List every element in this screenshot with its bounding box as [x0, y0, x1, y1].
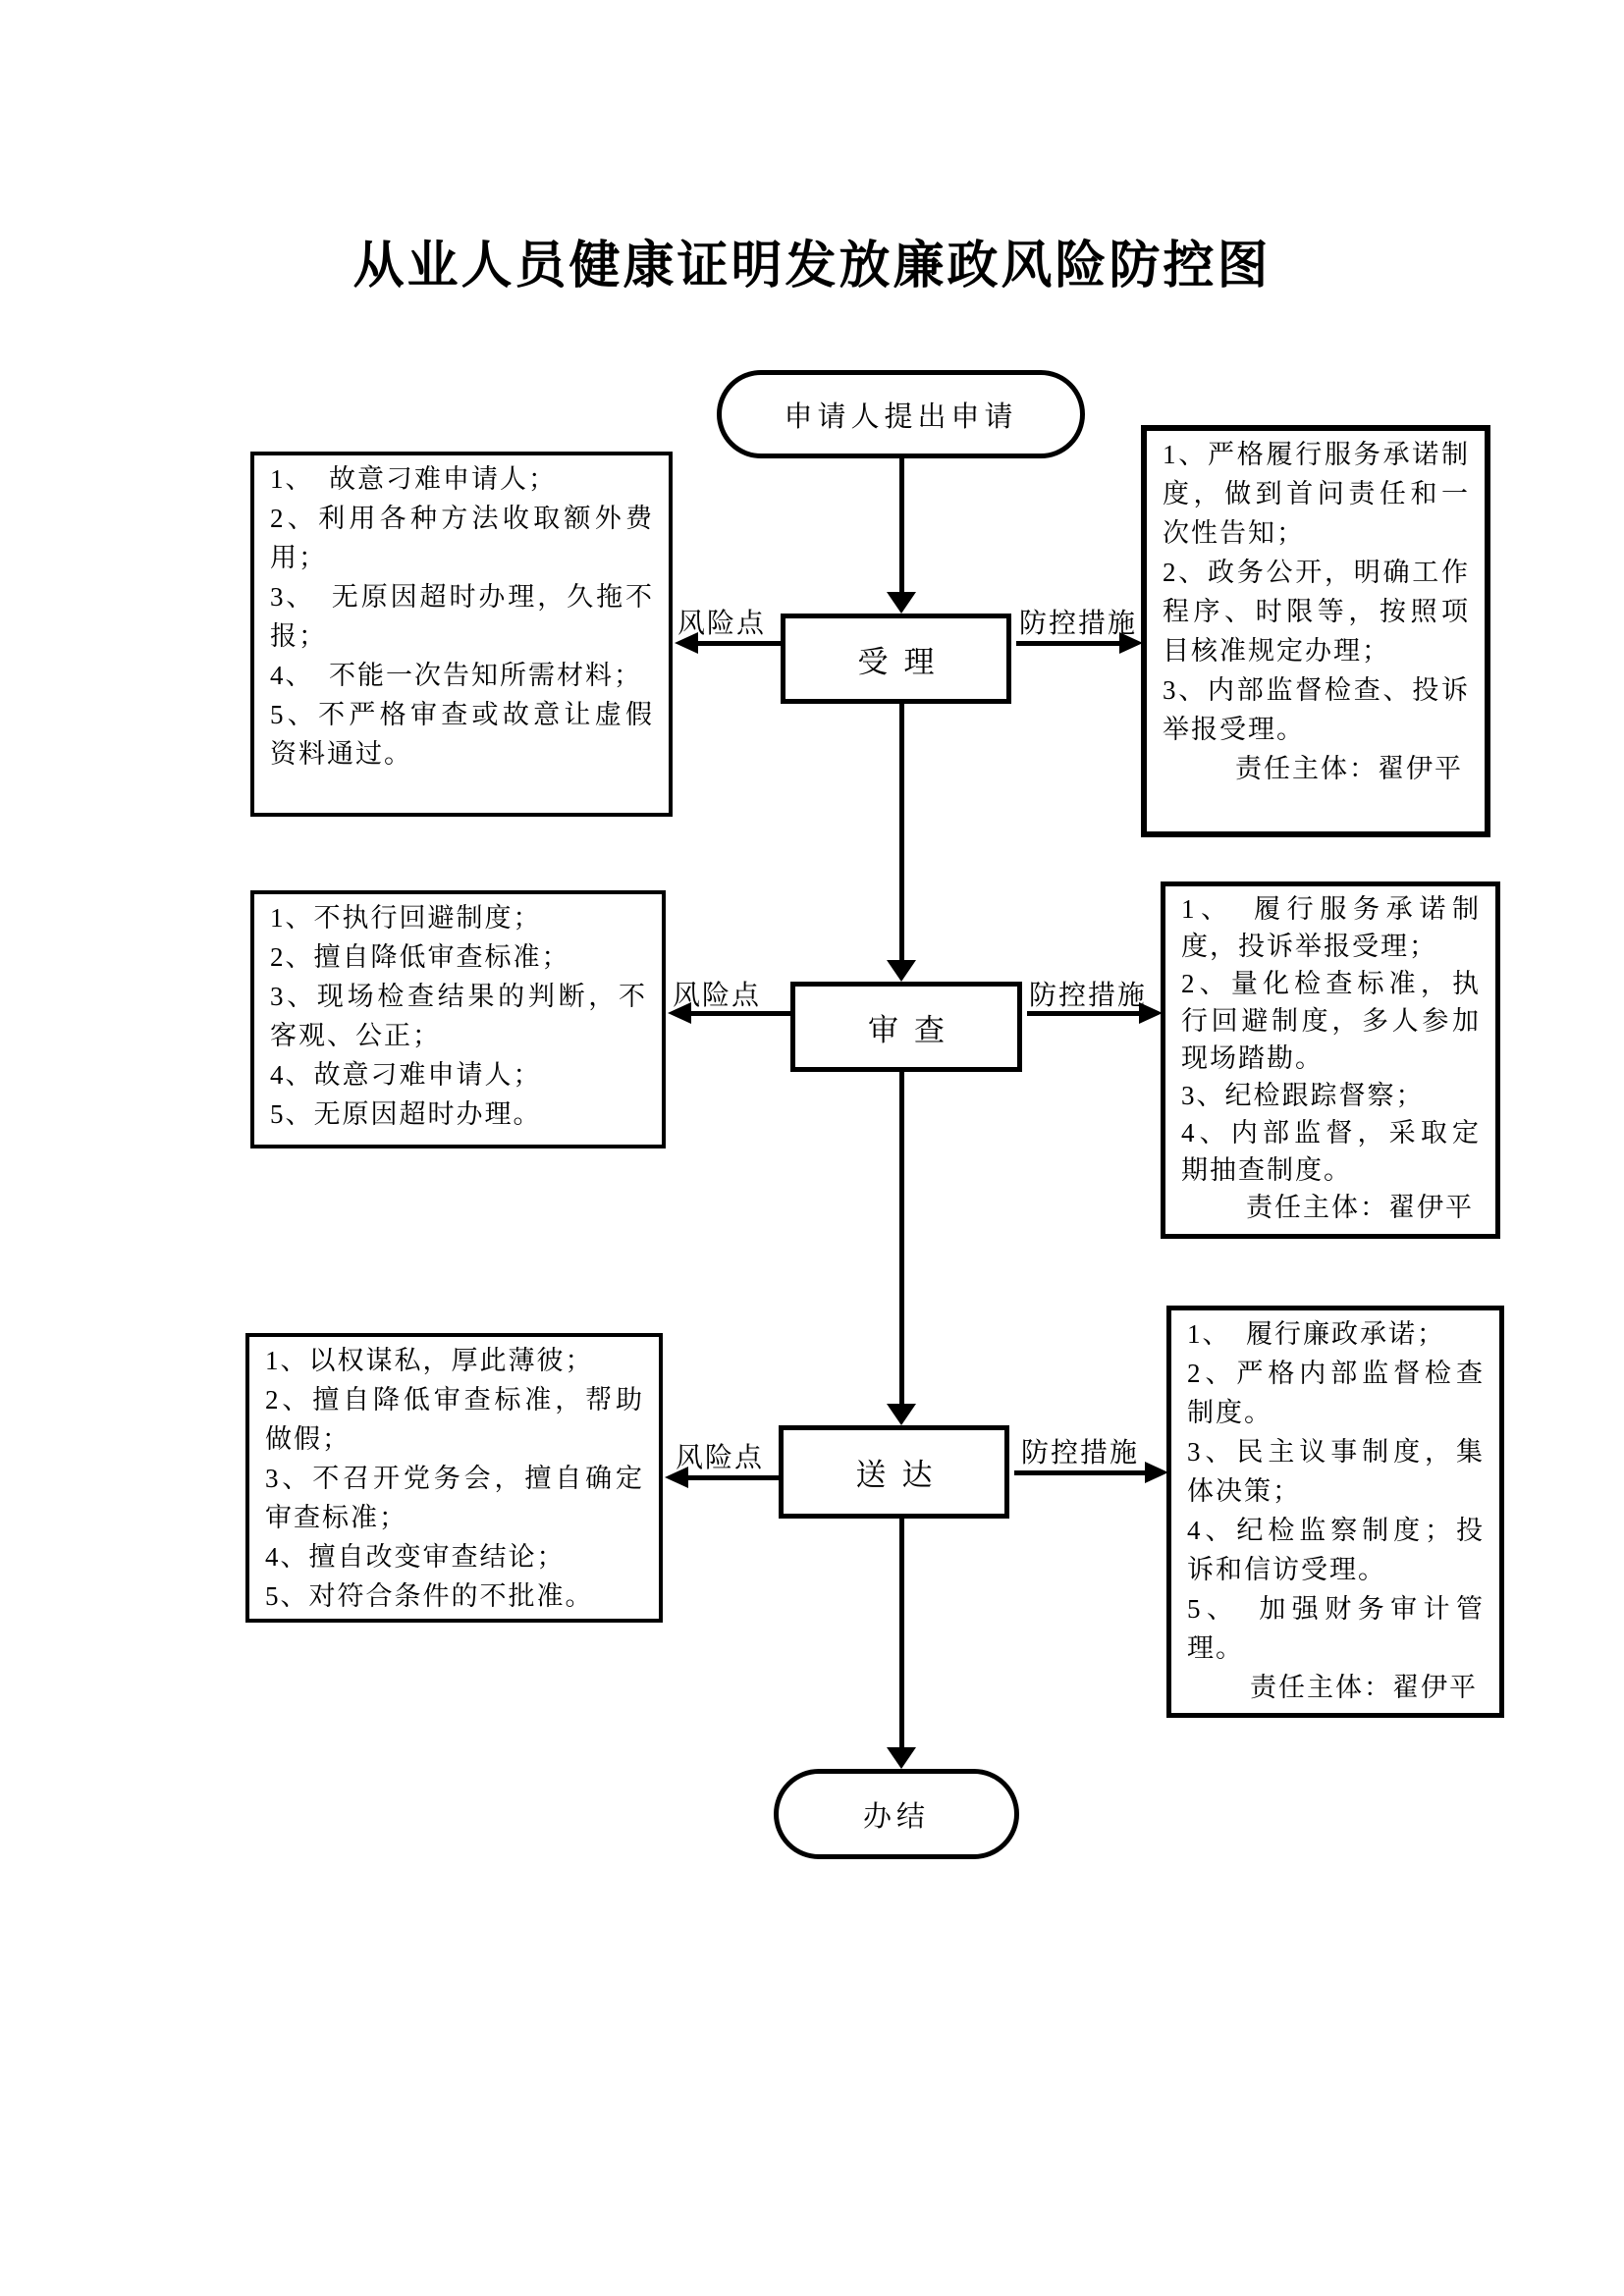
arrow-step3-to-end-line [899, 1519, 904, 1753]
responsible-line-step1: 责任主体：翟伊平 [1235, 754, 1463, 783]
list-item: 4、 不能一次告知所需材料； [270, 661, 642, 690]
control-box-step1 [1141, 425, 1490, 837]
list-item: 3、纪检跟踪督察； [1181, 1081, 1425, 1110]
arrow-step3-to-risk-line [682, 1475, 779, 1480]
risk-list-step3 [249, 1337, 659, 1616]
process-label-step1: 受理 [857, 644, 950, 679]
list-item: 2、擅自降低审查标准； [270, 942, 570, 972]
list-item: 4、擅自改变审查结论； [265, 1542, 566, 1572]
risk-arrow-label-step1: 风险点 [677, 609, 767, 639]
control-list-step3 [1171, 1310, 1499, 1668]
risk-arrow-label-step3: 风险点 [676, 1443, 765, 1473]
list-item: 2、政务公开，明确工作程序、时限等，按照项目核准规定办理； [1163, 558, 1470, 666]
arrow-step1-to-risk-line [692, 641, 781, 646]
arrow-down-icon [887, 1747, 916, 1769]
start-terminator [717, 370, 1085, 458]
arrow-right-icon [1139, 1002, 1163, 1024]
arrow-down-icon [887, 960, 916, 982]
arrow-step2-to-risk-line [685, 1011, 790, 1016]
control-arrow-label-step3: 防控措施 [1021, 1438, 1140, 1468]
arrow-step2-to-step3-line [899, 1072, 904, 1410]
arrow-right-icon [1145, 1462, 1168, 1483]
list-item: 4、故意刁难申请人； [270, 1060, 542, 1090]
end-label: 办结 [862, 1800, 930, 1833]
risk-box-step2 [250, 890, 666, 1148]
page-title: 从业人员健康证明发放廉政风险防控图 [352, 239, 1272, 294]
control-list-step1 [1147, 431, 1485, 749]
process-label-step3: 送达 [855, 1458, 948, 1492]
control-arrow-label-step2: 防控措施 [1029, 981, 1148, 1011]
risk-list-step1 [254, 455, 669, 774]
risk-box-step3 [245, 1333, 663, 1623]
list-item: 1、 故意刁难申请人； [270, 464, 557, 494]
list-item: 4、纪检监察制度；投诉和信访受理。 [1187, 1516, 1485, 1584]
process-box-step1 [781, 614, 1011, 704]
arrow-step1-to-step2-line [899, 704, 904, 966]
start-label: 申请人提出申请 [784, 400, 1018, 433]
list-item: 5、对符合条件的不批准。 [265, 1581, 594, 1611]
end-terminator [774, 1769, 1019, 1859]
list-item: 2、利用各种方法收取额外费用； [270, 504, 654, 572]
list-item: 5、不严格审查或故意让虚假资料通过。 [270, 700, 654, 769]
list-item: 1、 履行廉政承诺； [1187, 1319, 1445, 1349]
arrow-step3-to-control-line [1014, 1470, 1151, 1475]
list-item: 1、以权谋私，厚此薄彼； [265, 1346, 594, 1375]
control-box-step2 [1161, 881, 1500, 1239]
process-label-step2: 审查 [868, 1012, 960, 1047]
arrow-step2-to-control-line [1027, 1011, 1145, 1016]
risk-box-step1 [250, 452, 673, 817]
responsible-line-step2: 责任主体：翟伊平 [1246, 1193, 1474, 1222]
control-arrow-label-step1: 防控措施 [1019, 609, 1138, 639]
process-box-step3 [779, 1425, 1009, 1519]
process-box-step2 [790, 982, 1022, 1072]
list-item: 2、严格内部监督检查制度。 [1187, 1359, 1485, 1427]
list-item: 3、现场检查结果的判断，不客观、公正； [270, 982, 647, 1050]
list-item: 3、 无原因超时办理，久拖不报； [270, 582, 654, 651]
list-item: 5、 加强财务审计管理。 [1187, 1594, 1485, 1663]
list-item: 4、内部监督，采取定期抽查制度。 [1181, 1118, 1481, 1185]
list-item: 2、擅自降低审查标准，帮助做假； [265, 1385, 644, 1454]
responsible-line-step3: 责任主体：翟伊平 [1250, 1673, 1478, 1702]
list-item: 3、民主议事制度，集体决策； [1187, 1437, 1485, 1506]
list-item: 1、严格履行服务承诺制度，做到首问责任和一次性告知； [1163, 440, 1470, 548]
risk-arrow-label-step2: 风险点 [673, 981, 762, 1011]
arrow-start-to-step1-line [899, 456, 904, 596]
list-item: 2、量化检查标准，执行回避制度，多人参加现场踏勘。 [1181, 969, 1481, 1073]
list-item: 1、 履行服务承诺制度，投诉举报受理； [1181, 894, 1481, 961]
list-item: 3、内部监督检查、投诉举报受理。 [1163, 675, 1470, 744]
risk-list-step2 [254, 894, 662, 1134]
arrow-down-icon [887, 592, 916, 614]
list-item: 1、不执行回避制度； [270, 903, 542, 933]
control-box-step3 [1166, 1306, 1504, 1718]
control-list-step2 [1165, 886, 1495, 1189]
list-item: 3、不召开党务会，擅自确定审查标准； [265, 1464, 644, 1532]
list-item: 5、无原因超时办理。 [270, 1099, 542, 1129]
arrow-step1-to-control-line [1016, 641, 1124, 646]
arrow-down-icon [887, 1404, 916, 1425]
arrow-right-icon [1119, 632, 1143, 654]
